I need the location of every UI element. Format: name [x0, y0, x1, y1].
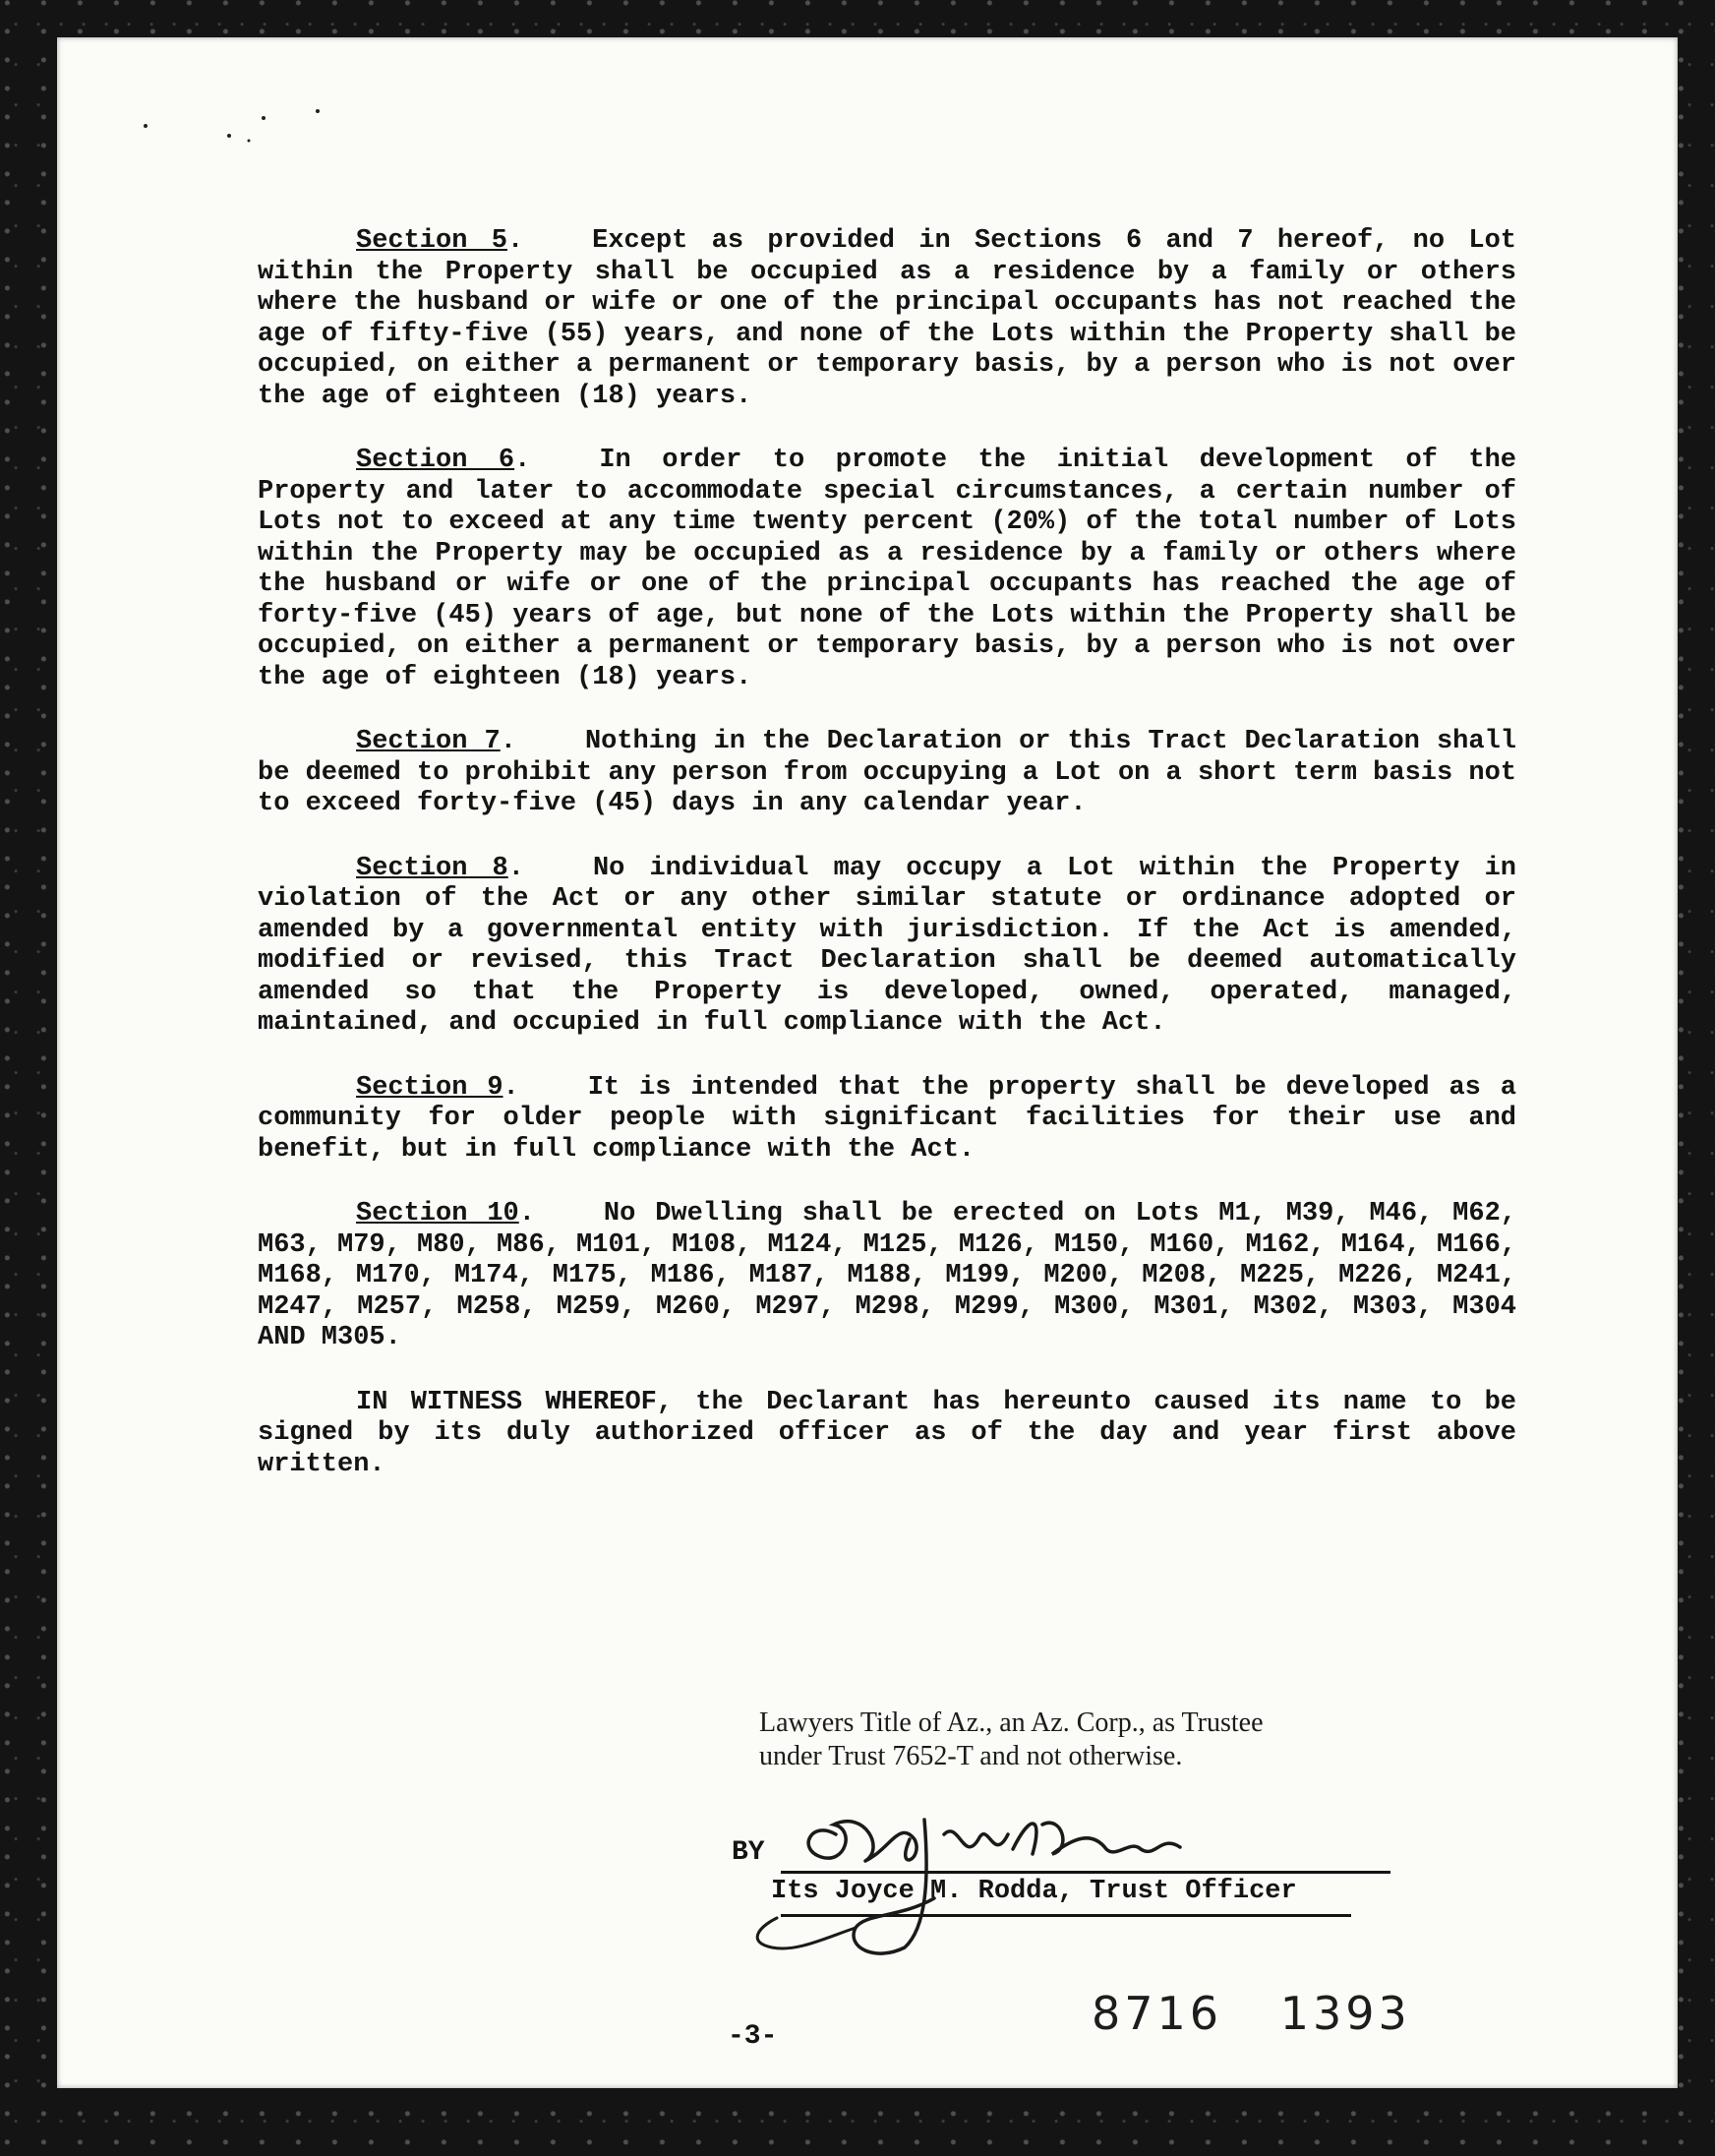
by-label: BY — [732, 1837, 765, 1868]
witness-text: IN WITNESS WHEREOF, the Declarant has hereunto caused its name to be signed by its duly authorized officer as of the day and year first above written. — [258, 1387, 1516, 1479]
section-8: Section 8. No individual may occupy a Lot within the Property in violation of the Act or any other similar statute or ordinance adopted or amended by a governmental entity with jurisdiction. If the Act is amended, modified or revised, this Tract Declaration shall be deemed automatically amended so that the Property is developed, owned, operated, managed, maintained, and occupied in full compliance with the Act. — [258, 853, 1516, 1038]
section-9: Section 9. It is intended that the property shall be developed as a community for older people with significant facilities for their use and benefit, but in full compliance with the Act. — [258, 1072, 1516, 1165]
section-6: Section 6. In order to promote the initial development of the Property and later to accommodate special circumstances, a certain number of Lots not to exceed at any time twenty percent (20%) of the total number of Lots within the Property may be occupied as a residence by a family or others where the husband or wife or one of the principal occupants has reached the age of forty-five (45) years of age, but none of the Lots within the Property shall be occupied, on either a permanent or temporary basis, by a person who is not over the age of eighteen (18) years. — [258, 446, 1517, 692]
section-10: Section 10. No Dwelling shall be erected on Lots M1, M39, M46, M62, M63, M79, M80, M86, M101, M108, M124, M125, M126, M150, M160, M162, M164, M166, M168, M170, M174, M175, M186, M187, M188, M199, M200, M208, M225, M226, M241, M247, M257, M258, M259, M260, M297, M298, M299, M300, M301, M302, M303, M304 AND M305. — [258, 1199, 1517, 1352]
handwritten-signature — [718, 1780, 1249, 1967]
section-text: Nothing in the Declaration or this Tract Declaration shall be deemed to prohibit any person from occupying a Lot on a short term basis not to exceed forty-five (45) days in any calendar year. — [258, 727, 1517, 818]
section-label: Section 8 — [356, 853, 508, 883]
section-label: Section 6 — [356, 446, 515, 475]
section-text: No individual may occupy a Lot within the Property in violation of the Act or any other similar statute or ordinance adopted or amended by a governmental entity with jurisdiction. If the Act is amended, modified or revised, this Tract Declaration shall be deemed automatically amended so that the Property is developed, owned, operated, managed, maintained, and occupied in full compliance with the Act. — [258, 853, 1516, 1038]
section-text: It is intended that the property shall be developed as a community for older people with significant facilities for their use and benefit, but in full compliance with the Act. — [258, 1072, 1516, 1165]
signatory-block — [759, 1707, 1507, 1773]
body-text — [258, 226, 1516, 1514]
section-label: Section 9 — [356, 1072, 503, 1103]
witness-clause — [258, 1388, 1516, 1481]
section-7: Section 7. Nothing in the Declaration or this Tract Declaration shall be deemed to prohibit any person from occupying a Lot on a short term basis not to exceed forty-five (45) days in any calendar year. — [258, 727, 1517, 818]
recording-stamp: 8716 1393 — [1092, 1987, 1411, 2040]
section-label: Section 5 — [356, 226, 507, 256]
section-label: Section 7 — [356, 727, 501, 756]
scan-specks — [136, 96, 332, 175]
section-label: Section 10 — [356, 1199, 519, 1228]
signatory-line-1: Lawyers Title of Az., an Az. Corp., as Trustee — [759, 1707, 1264, 1738]
section-text: Except as provided in Sections 6 and 7 hereof, no Lot within the Property shall be occupied as a residence by a family or others where the husband or wife or one of the principal occupants has not reached the age of fifty-five (55) years, and none of the Lots within the Property shall be occupied, on either a permanent or temporary basis, by a person who is not over the age of eighteen (18) years. — [258, 226, 1517, 411]
signatory-line-2: under Trust 7652-T and not otherwise. — [759, 1741, 1183, 1771]
section-5: Section 5. Except as provided in Sections 6 and 7 hereof, no Lot within the Property shall be occupied as a residence by a family or others where the husband or wife or one of the principal occupants has not reached the age of fifty-five (55) years, and none of the Lots within the Property shall be occupied, on either a permanent or temporary basis, by a person who is not over the age of eighteen (18) years. — [258, 226, 1517, 411]
page-number: -3- — [728, 2021, 778, 2052]
officer-title: Its Joyce M. Rodda, Trust Officer — [771, 1877, 1297, 1906]
section-text: In order to promote the initial development of the Property and later to accommodate special circumstances, a certain number of Lots not to exceed at any time twenty percent (20%) of the total number of Lots within the Property may be occupied as a residence by a family or others where the husband or wife or one of the principal occupants has reached the age of forty-five (45) years of age, but none of the Lots within the Property shall be occupied, on either a permanent or temporary basis, by a person who is not over the age of eighteen (18) years. — [258, 446, 1517, 692]
section-text: No Dwelling shall be erected on Lots M1, M39, M46, M62, M63, M79, M80, M86, M101, M108, M124, M125, M126, M150, M160, M162, M164, M166, M168, M170, M174, M175, M186, M187, M188, M199, M200, M208, M225, M226, M241, M247, M257, M258, M259, M260, M297, M298, M299, M300, M301, M302, M303, M304 AND M305. — [258, 1199, 1517, 1352]
